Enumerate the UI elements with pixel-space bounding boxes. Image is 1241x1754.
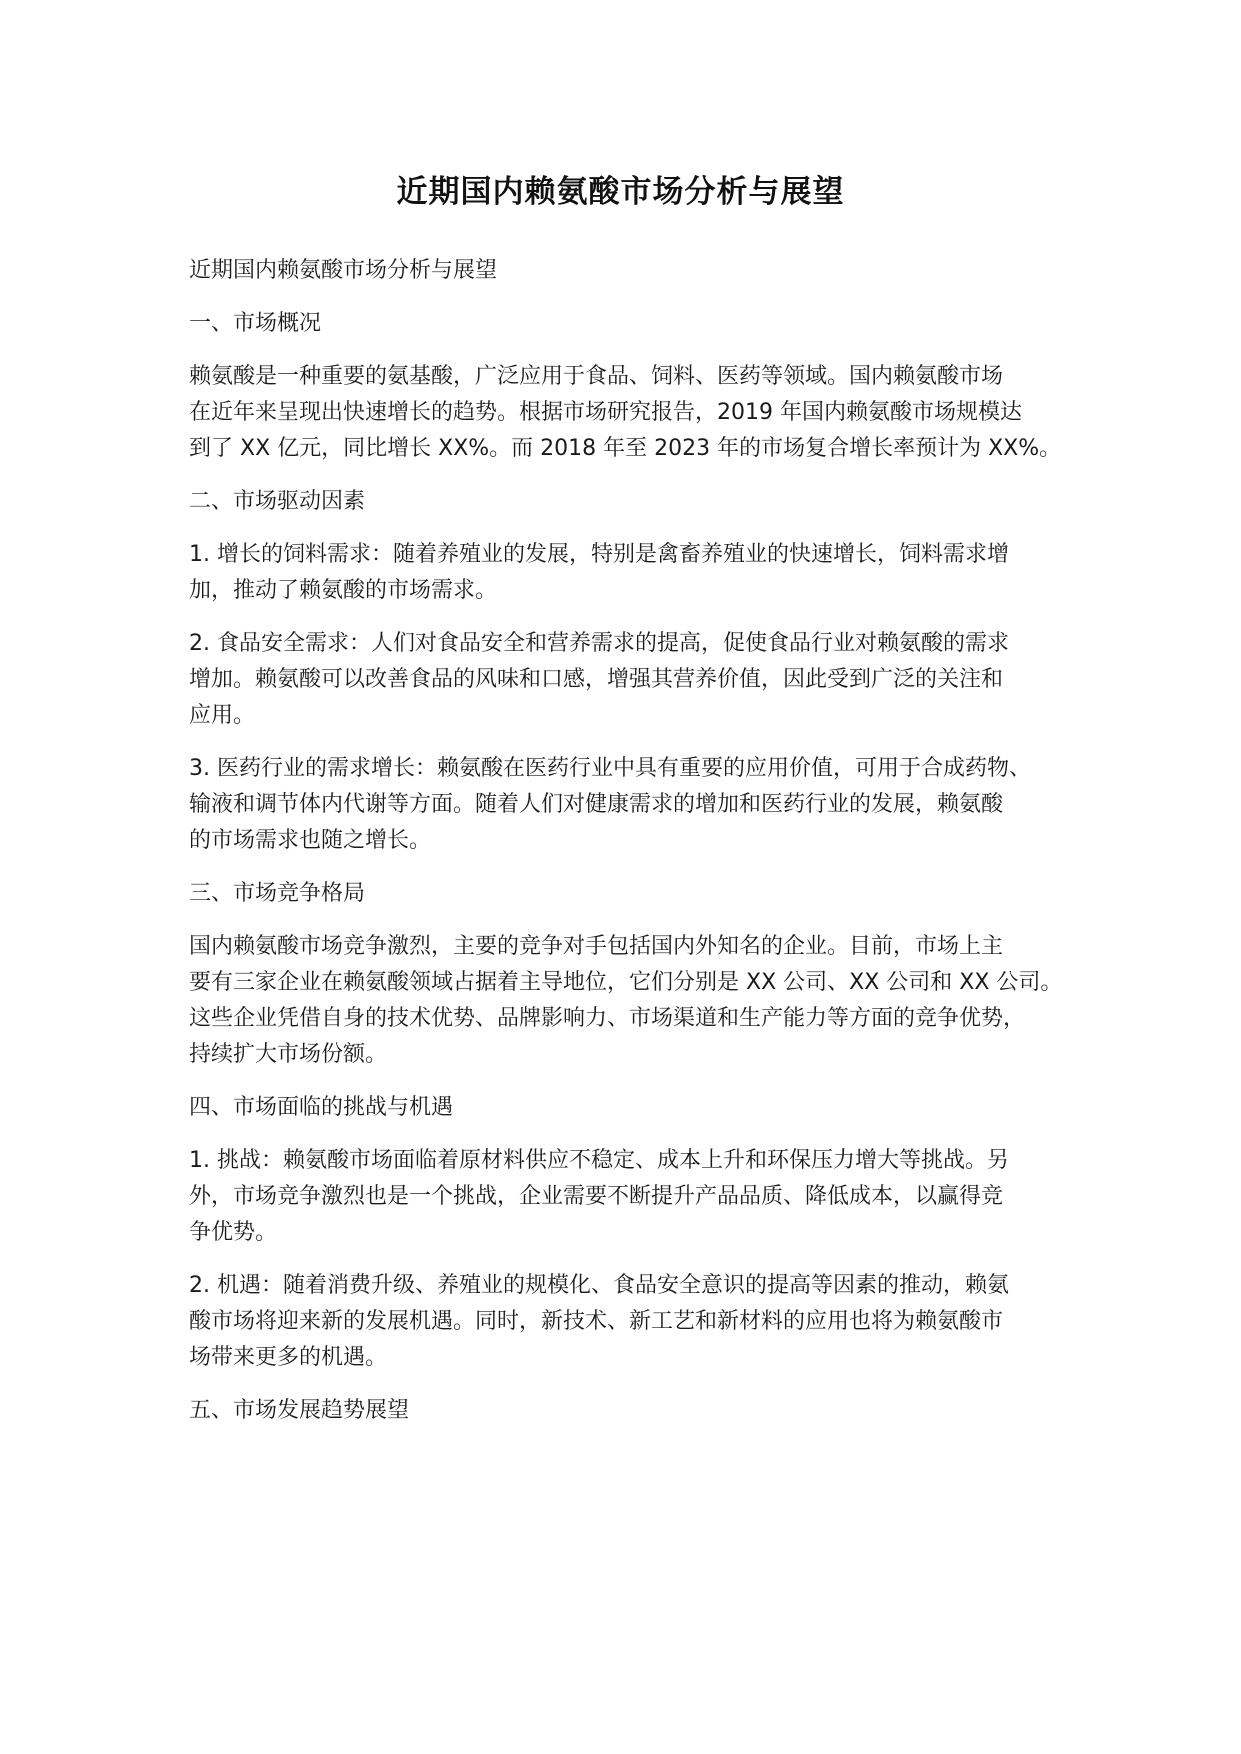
section-heading-competition: 三、市场竞争格局 bbox=[189, 881, 366, 906]
list-item-line: 3. 医药行业的需求增长：赖氨酸在医药行业中具有重要的应用价值，可用于合成药物、 bbox=[189, 756, 1031, 781]
section-heading-drivers: 二、市场驱动因素 bbox=[189, 489, 366, 514]
list-item-line: 酸市场将迎来新的发展机遇。同时，新技术、新工艺和新材料的应用也将为赖氨酸市 bbox=[189, 1309, 1004, 1334]
list-item-line: 输液和调节体内代谢等方面。随着人们对健康需求的增加和医药行业的发展，赖氨酸 bbox=[189, 792, 1004, 817]
list-item-line: 加，推动了赖氨酸的市场需求。 bbox=[189, 578, 498, 603]
list-item-line: 1. 挑战：赖氨酸市场面临着原材料供应不稳定、成本上升和环保压力增大等挑战。另 bbox=[189, 1148, 1009, 1173]
paragraph-line: 国内赖氨酸市场竞争激烈，主要的竞争对手包括国内外知名的企业。目前，市场上主 bbox=[189, 934, 1004, 959]
list-item-line: 的市场需求也随之增长。 bbox=[189, 828, 432, 853]
section-heading-outlook: 五、市场发展趋势展望 bbox=[189, 1398, 410, 1423]
list-item-line: 2. 机遇：随着消费升级、养殖业的规模化、食品安全意识的提高等因素的推动，赖氨 bbox=[189, 1273, 1009, 1298]
paragraph-line: 到了 XX 亿元，同比增长 XX%。而 2018 年至 2023 年的市场复合增长率预计为 XX%。 bbox=[189, 436, 1062, 461]
paragraph-line: 要有三家企业在赖氨酸领域占据着主导地位，它们分别是 XX 公司、XX 公司和 XX 公司。 bbox=[189, 970, 1063, 995]
list-item-line: 争优势。 bbox=[189, 1220, 278, 1245]
list-item-line: 2. 食品安全需求：人们对食品安全和营养需求的提高，促使食品行业对赖氨酸的需求 bbox=[189, 631, 1009, 656]
list-item-line: 外，市场竞争激烈也是一个挑战，企业需要不断提升产品品质、降低成本，以赢得竞 bbox=[189, 1184, 1004, 1209]
list-item-line: 场带来更多的机遇。 bbox=[189, 1345, 388, 1370]
paragraph-line: 这些企业凭借自身的技术优势、品牌影响力、市场渠道和生产能力等方面的竞争优势， bbox=[189, 1006, 1026, 1031]
list-item-line: 应用。 bbox=[189, 703, 256, 728]
document-subtitle: 近期国内赖氨酸市场分析与展望 bbox=[189, 258, 498, 283]
list-item-line: 1. 增长的饲料需求：随着养殖业的发展，特别是禽畜养殖业的快速增长，饲料需求增 bbox=[189, 542, 1009, 567]
list-item-line: 增加。赖氨酸可以改善食品的风味和口感，增强其营养价值，因此受到广泛的关注和 bbox=[189, 667, 1004, 692]
paragraph-line: 在近年来呈现出快速增长的趋势。根据市场研究报告，2019 年国内赖氨酸市场规模达 bbox=[189, 400, 1022, 425]
paragraph-line: 赖氨酸是一种重要的氨基酸，广泛应用于食品、饲料、医药等领域。国内赖氨酸市场 bbox=[189, 364, 1004, 389]
document-title: 近期国内赖氨酸市场分析与展望 bbox=[396, 174, 845, 210]
paragraph-line: 持续扩大市场份额。 bbox=[189, 1042, 388, 1067]
section-heading-overview: 一、市场概况 bbox=[189, 311, 322, 336]
section-heading-challenges: 四、市场面临的挑战与机遇 bbox=[189, 1095, 454, 1120]
